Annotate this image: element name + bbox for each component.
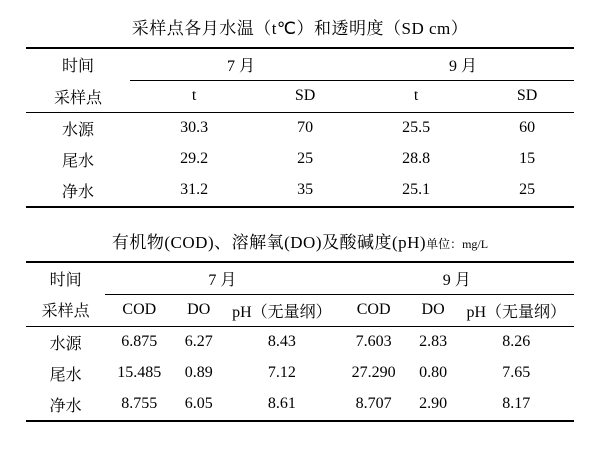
table1-row2-cell2: 25 bbox=[297, 150, 314, 167]
table2-row2-label: 尾水 bbox=[49, 366, 82, 384]
table2-row3-cell1: 8.755 bbox=[105, 389, 173, 421]
table1-row2-cell4: 15 bbox=[519, 150, 536, 167]
table2-row2-cell1: 15.485 bbox=[117, 364, 162, 381]
table1-row1-cell4: 60 bbox=[519, 119, 536, 136]
table1-row2-label: 尾水 bbox=[61, 152, 94, 170]
table2 bbox=[26, 261, 574, 422]
table-row bbox=[26, 389, 574, 421]
table1-subheader-4: SD bbox=[480, 81, 574, 113]
table1-caption-text: 采样点各月水温（t℃）和透明度（SD cm） bbox=[131, 19, 469, 38]
table2-header-site: 采样点 bbox=[26, 294, 105, 326]
table1-row3-cell1: 31.2 bbox=[130, 175, 258, 207]
table1-row1-cell2: 70 bbox=[297, 119, 314, 136]
table2-row1-cell6: 8.26 bbox=[502, 333, 531, 350]
table1-header-site: 采样点 bbox=[26, 81, 130, 113]
table2-caption bbox=[26, 222, 574, 261]
table2-row1-cell4: 7.603 bbox=[355, 333, 392, 350]
table2-row2-cell6: 7.65 bbox=[502, 364, 531, 381]
table2-subheader-5: DO bbox=[408, 294, 459, 326]
table2-row2-cell5: 0.80 bbox=[419, 364, 448, 381]
table2-subheader-1: COD bbox=[105, 294, 173, 326]
table1-row2-cell3: 28.8 bbox=[402, 150, 431, 167]
table1-row1-cell1: 30.3 bbox=[180, 119, 209, 136]
table-row bbox=[26, 358, 574, 389]
table2-row2-cell2: 0.89 bbox=[184, 364, 213, 381]
table2-subheader-2: DO bbox=[173, 294, 224, 326]
table2-row2-cell3: 7.12 bbox=[267, 364, 296, 381]
table1-row3-cell4: 25 bbox=[480, 175, 574, 207]
table-row bbox=[26, 144, 574, 175]
table1-row3-cell3: 25.1 bbox=[352, 175, 480, 207]
table1-row3-cell2: 35 bbox=[258, 175, 352, 207]
table2-subheader-6: pH（无量纲） bbox=[459, 294, 575, 326]
table2-group-2: 9 月 bbox=[340, 262, 574, 295]
table1-header-time: 时间 bbox=[26, 48, 130, 81]
table2-row1-label: 水源 bbox=[49, 335, 82, 353]
table2-caption-text: 有机物(COD)、溶解氧(DO)及酸碱度(pH) bbox=[111, 232, 427, 252]
table1-subheader-2: SD bbox=[258, 81, 352, 113]
table2-header-time: 时间 bbox=[26, 262, 105, 295]
table2-header-row-sub bbox=[26, 294, 574, 326]
table-row bbox=[26, 175, 574, 207]
table1-subheader-3: t bbox=[352, 81, 480, 113]
table2-group-1: 7 月 bbox=[105, 262, 339, 295]
table1-row3-label: 净水 bbox=[26, 175, 130, 207]
table2-row3-cell2: 6.05 bbox=[173, 389, 224, 421]
table1-header-row-groups bbox=[26, 48, 574, 81]
table1-subheader-1: t bbox=[130, 81, 258, 113]
table2-row2-cell4: 27.290 bbox=[351, 364, 396, 381]
table2-row3-cell5: 2.90 bbox=[408, 389, 459, 421]
table1 bbox=[26, 47, 574, 208]
table2-caption-unit: 单位：mg/L bbox=[426, 236, 489, 251]
table2-row1-cell2: 6.27 bbox=[184, 333, 213, 350]
table2-row3-cell3: 8.61 bbox=[224, 389, 339, 421]
table-block-chemistry bbox=[26, 222, 574, 422]
table2-row1-cell3: 8.43 bbox=[267, 333, 296, 350]
table2-row3-cell6: 8.17 bbox=[459, 389, 575, 421]
table1-row1-cell3: 25.5 bbox=[402, 119, 431, 136]
table1-header-row-sub bbox=[26, 81, 574, 113]
table1-row1-label: 水源 bbox=[61, 121, 94, 139]
table2-subheader-3: pH（无量纲） bbox=[224, 294, 339, 326]
table2-row1-cell1: 6.875 bbox=[121, 333, 158, 350]
table1-row2-cell1: 29.2 bbox=[180, 150, 209, 167]
table1-group-1: 7 月 bbox=[130, 48, 352, 81]
table1-group-2: 9 月 bbox=[352, 48, 574, 81]
table2-subheader-4: COD bbox=[340, 294, 408, 326]
section-gap bbox=[26, 208, 574, 222]
table-row bbox=[26, 112, 574, 144]
table2-row3-cell4: 8.707 bbox=[340, 389, 408, 421]
table2-row1-cell5: 2.83 bbox=[419, 333, 448, 350]
table2-row3-label: 净水 bbox=[26, 389, 105, 421]
table1-caption bbox=[26, 8, 574, 47]
table-block-temperature bbox=[26, 8, 574, 208]
table-row bbox=[26, 326, 574, 358]
table2-header-row-groups bbox=[26, 262, 574, 295]
